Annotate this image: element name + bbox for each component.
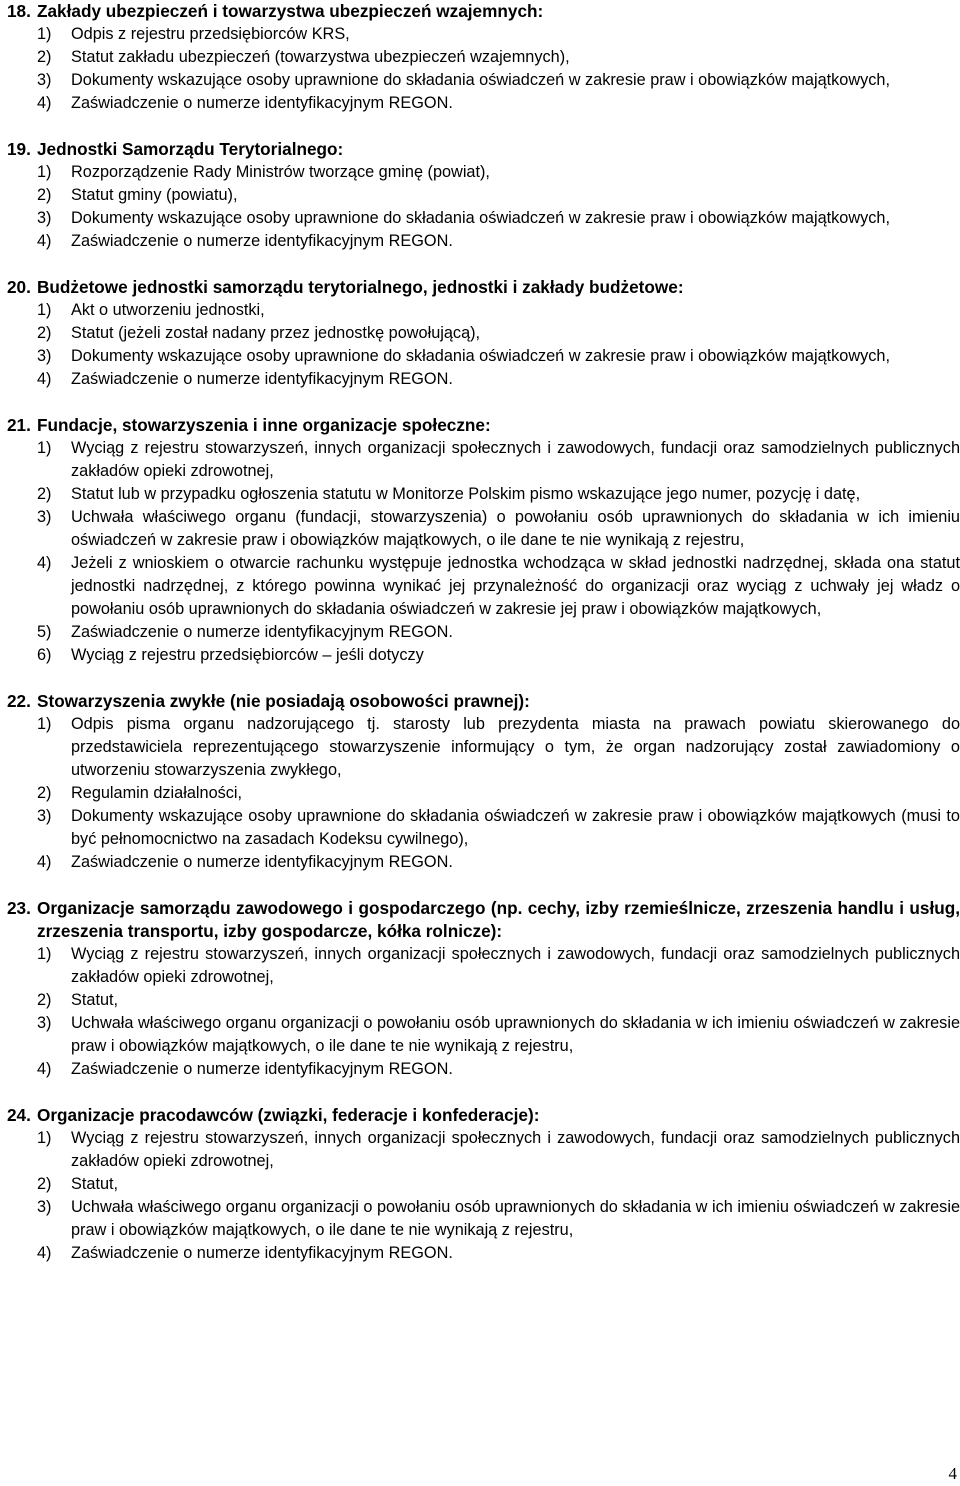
list-item <box>0 989 960 1012</box>
list-item-text: Statut zakładu ubezpieczeń (towarzystwa ubezpieczeń wzajemnych), <box>71 48 570 66</box>
list-item-text: Dokumenty wskazujące osoby uprawnione do składania oświadczeń w zakresie praw i obowiązków majątkowych, <box>71 347 890 365</box>
section-title: Organizacje pracodawców (związki, federacje i konfederacje): <box>37 1105 540 1125</box>
list-item-number: 4) <box>37 1244 52 1262</box>
list-item-text: Dokumenty wskazujące osoby uprawnione do składania oświadczeń w zakresie praw i obowiązków majątkowych, <box>71 209 890 227</box>
list-item-text: Uchwała właściwego organu (fundacji, stowarzyszenia) o powołaniu osób uprawnionych do składania w ich imieniu oświadczeń w zakresie praw i obowiązków majątkowych, o ile dane te nie wynikają z rejestru, <box>71 508 960 549</box>
section-title: Stowarzyszenia zwykłe (nie posiadają osobowości prawnej): <box>37 691 530 711</box>
list-item-number: 1) <box>37 439 52 457</box>
list-item-number: 2) <box>37 991 52 1009</box>
list-item-number: 1) <box>37 163 52 181</box>
list-item-text: Wyciąg z rejestru stowarzyszeń, innych organizacji społecznych i zawodowych, fundacji oraz samodzielnych publicznych zakładów opieki zdrowotnej, <box>71 439 960 480</box>
list-item-text: Statut (jeżeli został nadany przez jednostkę powołującą), <box>71 324 481 342</box>
list-item-number: 2) <box>37 1175 52 1193</box>
list-item <box>0 552 960 621</box>
list-item <box>0 23 960 46</box>
list-item <box>0 1127 960 1173</box>
page-number: 4 <box>948 1464 957 1483</box>
section-spacer <box>0 115 960 138</box>
list-item <box>0 230 960 253</box>
section-number: 18. <box>7 1 31 21</box>
list-item <box>0 1242 960 1265</box>
list-item-number: 4) <box>37 554 52 572</box>
list-item-number: 4) <box>37 1060 52 1078</box>
section-spacer <box>0 874 960 897</box>
list-item-text: Zaświadczenie o numerze identyfikacyjnym REGON. <box>71 232 453 250</box>
list-item-number: 4) <box>37 370 52 388</box>
list-item-number: 3) <box>37 1014 52 1032</box>
list-item-number: 3) <box>37 508 52 526</box>
list-item-number: 1) <box>37 945 52 963</box>
section-heading <box>0 1104 960 1127</box>
section-number: 21. <box>7 415 31 435</box>
list-item-number: 2) <box>37 784 52 802</box>
list-item <box>0 92 960 115</box>
section-number: 22. <box>7 691 31 711</box>
section-number: 23. <box>7 898 31 918</box>
list-item-number: 2) <box>37 485 52 503</box>
section-heading <box>0 276 960 299</box>
section-spacer <box>0 1081 960 1104</box>
section-heading <box>0 690 960 713</box>
list-item-number: 1) <box>37 715 52 733</box>
list-item-number: 3) <box>37 71 52 89</box>
list-item <box>0 368 960 391</box>
list-item <box>0 1058 960 1081</box>
list-item-number: 2) <box>37 186 52 204</box>
list-item-text: Statut, <box>71 991 119 1009</box>
list-item-text: Dokumenty wskazujące osoby uprawnione do składania oświadczeń w zakresie praw i obowiązków majątkowych (musi to być pełnomocnictwo na zasadach Kodeksu cywilnego), <box>71 807 960 848</box>
list-item-text: Jeżeli z wnioskiem o otwarcie rachunku występuje jednostka wchodząca w skład jednostki nadrzędnej, składa ona statut jednostki nadrzędnej, z którego powinna wynikać jej przynależność do organizacji oraz wyciąg z uchwały jej władz o powołaniu osób uprawnionych do składania oświadczeń w zakresie jej praw i obowiązków majątkowych, <box>71 554 960 618</box>
list-item-text: Zaświadczenie o numerze identyfikacyjnym REGON. <box>71 853 453 871</box>
section <box>0 138 960 253</box>
list-item-text: Zaświadczenie o numerze identyfikacyjnym REGON. <box>71 94 453 112</box>
list-item-number: 3) <box>37 347 52 365</box>
list-item <box>0 299 960 322</box>
list-item-number: 4) <box>37 94 52 112</box>
list-item <box>0 322 960 345</box>
list-item-text: Odpis z rejestru przedsiębiorców KRS, <box>71 25 350 43</box>
section <box>0 276 960 391</box>
list-item-number: 3) <box>37 209 52 227</box>
list-item-text: Statut gminy (powiatu), <box>71 186 238 204</box>
list-item-number: 1) <box>37 301 52 319</box>
list-item <box>0 483 960 506</box>
list-item <box>0 69 960 92</box>
list-item-number: 6) <box>37 646 52 664</box>
list-item-text: Odpis pisma organu nadzorującego tj. starosty lub prezydenta miasta na prawach powiatu skierowanego do przedstawiciela reprezentującego stowarzyszenie informujący o tym, że organ nadzorujący został zawiadomiony o utworzeniu stowarzyszenia zwykłego, <box>71 715 960 779</box>
list-item <box>0 437 960 483</box>
section-spacer <box>0 667 960 690</box>
list-item <box>0 851 960 874</box>
list-item-text: Statut lub w przypadku ogłoszenia statutu w Monitorze Polskim pismo wskazujące jego numer, pozycję i datę, <box>71 485 861 503</box>
section-heading <box>0 897 960 943</box>
list-item-number: 1) <box>37 1129 52 1147</box>
list-item-number: 5) <box>37 623 52 641</box>
list-item <box>0 184 960 207</box>
list-item-text: Uchwała właściwego organu organizacji o powołaniu osób uprawnionych do składania w ich imieniu oświadczeń w zakresie praw i obowiązków majątkowych, o ile dane te nie wynikają z rejestru, <box>71 1198 960 1239</box>
list-item-text: Rozporządzenie Rady Ministrów tworzące gminę (powiat), <box>71 163 490 181</box>
section-title: Organizacje samorządu zawodowego i gospodarczego (np. cechy, izby rzemieślnicze, zrzeszenia handlu i usług, zrzeszenia transportu, izby gospodarcze, kółka rolnicze): <box>37 898 960 941</box>
section-number: 24. <box>7 1105 31 1125</box>
list-item-text: Wyciąg z rejestru stowarzyszeń, innych organizacji społecznych i zawodowych, fundacji oraz samodzielnych publicznych zakładów opieki zdrowotnej, <box>71 1129 960 1170</box>
section-heading <box>0 414 960 437</box>
list-item-number: 4) <box>37 853 52 871</box>
section <box>0 414 960 667</box>
section-number: 19. <box>7 139 31 159</box>
list-item-number: 2) <box>37 48 52 66</box>
section-heading <box>0 138 960 161</box>
list-item-number: 2) <box>37 324 52 342</box>
list-item-text: Uchwała właściwego organu organizacji o powołaniu osób uprawnionych do składania w ich imieniu oświadczeń w zakresie praw i obowiązków majątkowych, o ile dane te nie wynikają z rejestru, <box>71 1014 960 1055</box>
list-item <box>0 345 960 368</box>
list-item <box>0 713 960 782</box>
list-item-text: Zaświadczenie o numerze identyfikacyjnym REGON. <box>71 370 453 388</box>
list-item-text: Dokumenty wskazujące osoby uprawnione do składania oświadczeń w zakresie praw i obowiązków majątkowych, <box>71 71 890 89</box>
section-spacer <box>0 253 960 276</box>
list-item <box>0 644 960 667</box>
list-item-text: Zaświadczenie o numerze identyfikacyjnym REGON. <box>71 1244 453 1262</box>
section-title: Jednostki Samorządu Terytorialnego: <box>37 139 344 159</box>
list-item <box>0 161 960 184</box>
list-item-number: 3) <box>37 1198 52 1216</box>
list-item <box>0 1173 960 1196</box>
section <box>0 0 960 115</box>
section <box>0 897 960 1081</box>
list-item-number: 3) <box>37 807 52 825</box>
list-item <box>0 46 960 69</box>
section-heading <box>0 0 960 23</box>
list-item <box>0 805 960 851</box>
list-item <box>0 782 960 805</box>
list-item <box>0 1196 960 1242</box>
list-item <box>0 1012 960 1058</box>
section <box>0 690 960 874</box>
list-item <box>0 207 960 230</box>
list-item-text: Wyciąg z rejestru stowarzyszeń, innych organizacji społecznych i zawodowych, fundacji oraz samodzielnych publicznych zakładów opieki zdrowotnej, <box>71 945 960 986</box>
list-item-text: Regulamin działalności, <box>71 784 243 802</box>
section-number: 20. <box>7 277 31 297</box>
section-spacer <box>0 391 960 414</box>
list-item <box>0 506 960 552</box>
list-item-text: Statut, <box>71 1175 119 1193</box>
list-item-number: 4) <box>37 232 52 250</box>
list-item-text: Wyciąg z rejestru przedsiębiorców – jeśli dotyczy <box>71 646 424 664</box>
list-item <box>0 621 960 644</box>
list-item-text: Zaświadczenie o numerze identyfikacyjnym REGON. <box>71 623 453 641</box>
list-item-text: Zaświadczenie o numerze identyfikacyjnym REGON. <box>71 1060 453 1078</box>
section-title: Budżetowe jednostki samorządu terytorialnego, jednostki i zakłady budżetowe: <box>37 277 684 297</box>
list-item-number: 1) <box>37 25 52 43</box>
section-title: Fundacje, stowarzyszenia i inne organizacje społeczne: <box>37 415 491 435</box>
section-title: Zakłady ubezpieczeń i towarzystwa ubezpieczeń wzajemnych: <box>37 1 544 21</box>
list-item <box>0 943 960 989</box>
section <box>0 1104 960 1265</box>
list-item-text: Akt o utworzeniu jednostki, <box>71 301 265 319</box>
